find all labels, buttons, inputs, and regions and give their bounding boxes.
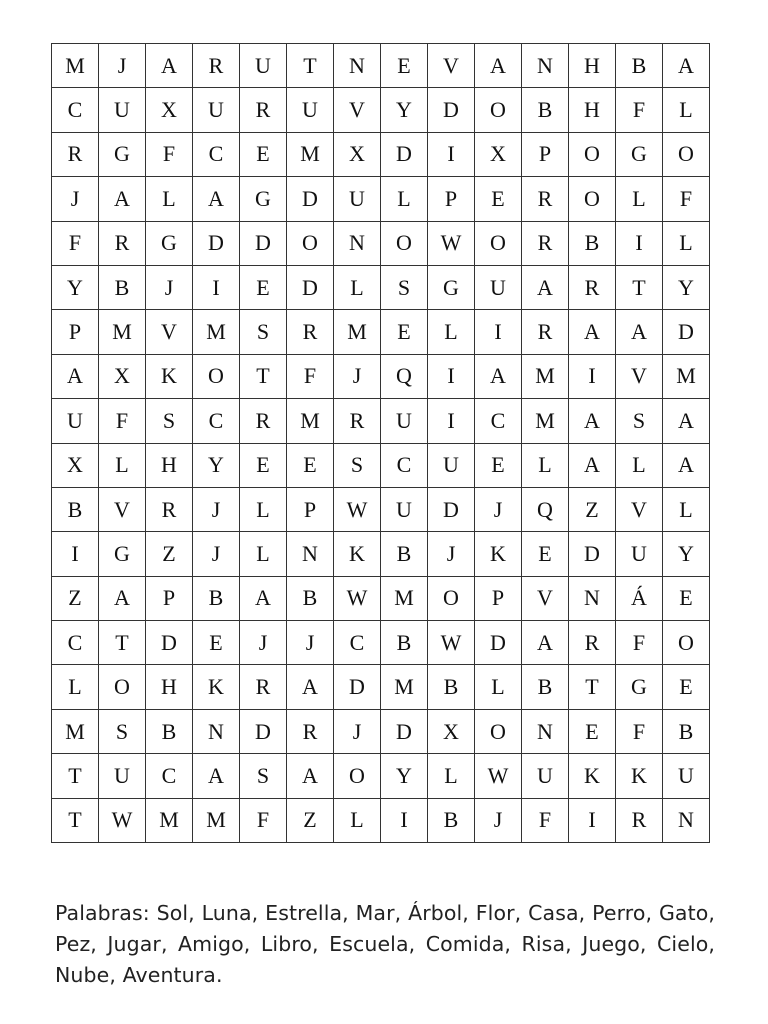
grid-cell[interactable]: I xyxy=(569,798,616,842)
grid-cell[interactable]: N xyxy=(287,532,334,576)
grid-cell[interactable]: R xyxy=(240,88,287,132)
grid-cell[interactable]: O xyxy=(569,177,616,221)
grid-cell[interactable]: U xyxy=(616,532,663,576)
grid-cell[interactable]: I xyxy=(193,265,240,309)
grid-cell[interactable]: G xyxy=(240,177,287,221)
grid-cell[interactable]: V xyxy=(522,576,569,620)
grid-cell[interactable]: X xyxy=(146,88,193,132)
grid-row xyxy=(52,532,710,576)
grid-cell[interactable]: C xyxy=(52,621,99,665)
grid-cell[interactable]: N xyxy=(193,709,240,753)
grid-cell[interactable]: R xyxy=(334,399,381,443)
grid-cell[interactable]: O xyxy=(99,665,146,709)
grid-cell[interactable]: A xyxy=(569,310,616,354)
grid-cell[interactable]: R xyxy=(146,487,193,531)
grid-cell[interactable]: E xyxy=(193,621,240,665)
grid-cell[interactable]: W xyxy=(334,487,381,531)
grid-cell[interactable]: S xyxy=(381,265,428,309)
grid-cell[interactable]: T xyxy=(52,754,99,798)
grid-row xyxy=(52,487,710,531)
grid-cell[interactable]: A xyxy=(522,265,569,309)
grid-cell[interactable]: D xyxy=(193,221,240,265)
grid-cell[interactable]: R xyxy=(522,221,569,265)
grid-cell[interactable]: F xyxy=(99,399,146,443)
grid-cell[interactable]: E xyxy=(287,443,334,487)
grid-cell[interactable]: J xyxy=(240,621,287,665)
grid-cell[interactable]: Q xyxy=(522,487,569,531)
grid-cell[interactable]: D xyxy=(569,532,616,576)
grid-cell[interactable]: J xyxy=(193,532,240,576)
grid-cell[interactable]: B xyxy=(287,576,334,620)
grid-cell[interactable]: A xyxy=(99,177,146,221)
grid-cell[interactable]: O xyxy=(475,221,522,265)
grid-cell[interactable]: Y xyxy=(663,532,710,576)
grid-cell[interactable]: A xyxy=(52,354,99,398)
grid-cell[interactable]: J xyxy=(475,798,522,842)
grid-cell[interactable]: L xyxy=(334,798,381,842)
grid-cell[interactable]: A xyxy=(475,354,522,398)
grid-cell[interactable]: K xyxy=(475,532,522,576)
grid-cell[interactable]: M xyxy=(99,310,146,354)
grid-cell[interactable]: L xyxy=(381,177,428,221)
grid-cell[interactable]: B xyxy=(616,44,663,88)
grid-cell[interactable]: V xyxy=(616,354,663,398)
grid-cell[interactable]: B xyxy=(663,709,710,753)
grid-cell[interactable]: F xyxy=(146,132,193,176)
grid-cell[interactable]: I xyxy=(616,221,663,265)
grid-cell[interactable]: L xyxy=(146,177,193,221)
grid-cell[interactable]: N xyxy=(522,44,569,88)
grid-cell[interactable]: B xyxy=(569,221,616,265)
grid-cell[interactable]: M xyxy=(193,798,240,842)
grid-cell[interactable]: Z xyxy=(52,576,99,620)
grid-cell[interactable]: S xyxy=(240,310,287,354)
grid-cell[interactable]: S xyxy=(240,754,287,798)
grid-row xyxy=(52,576,710,620)
grid-cell[interactable]: T xyxy=(240,354,287,398)
grid-cell[interactable]: J xyxy=(99,44,146,88)
grid-cell[interactable]: D xyxy=(287,177,334,221)
grid-cell[interactable]: J xyxy=(193,487,240,531)
grid-cell[interactable]: Y xyxy=(193,443,240,487)
grid-row xyxy=(52,177,710,221)
grid-cell[interactable]: U xyxy=(428,443,475,487)
grid-cell[interactable]: A xyxy=(663,443,710,487)
grid-cell[interactable]: U xyxy=(99,754,146,798)
grid-cell[interactable]: L xyxy=(663,487,710,531)
grid-cell[interactable]: D xyxy=(663,310,710,354)
grid-cell[interactable]: G xyxy=(616,665,663,709)
grid-cell[interactable]: P xyxy=(146,576,193,620)
grid-cell[interactable]: N xyxy=(334,221,381,265)
grid-cell[interactable]: M xyxy=(381,665,428,709)
grid-cell[interactable]: L xyxy=(240,487,287,531)
grid-cell[interactable]: E xyxy=(522,532,569,576)
grid-cell[interactable]: N xyxy=(522,709,569,753)
grid-cell[interactable]: L xyxy=(522,443,569,487)
grid-cell[interactable]: U xyxy=(381,487,428,531)
word-list: Palabras: Sol, Luna, Estrella, Mar, Árbol, Flor, Casa, Perro, Gato, Pez, Jugar, Amigo, Libro, Escuela, Comida, Risa, Juego, Cielo, Nube, Aventura. xyxy=(55,900,715,987)
grid-cell[interactable]: O xyxy=(663,621,710,665)
grid-cell[interactable]: U xyxy=(522,754,569,798)
grid-cell[interactable]: U xyxy=(52,399,99,443)
grid-cell[interactable]: I xyxy=(52,532,99,576)
grid-cell[interactable]: N xyxy=(569,576,616,620)
grid-cell[interactable]: I xyxy=(428,354,475,398)
grid-cell[interactable]: J xyxy=(475,487,522,531)
grid-cell[interactable]: B xyxy=(381,621,428,665)
grid-cell[interactable]: K xyxy=(146,354,193,398)
grid-cell[interactable]: B xyxy=(522,88,569,132)
grid-body xyxy=(52,44,710,843)
grid-cell[interactable]: P xyxy=(475,576,522,620)
grid-cell[interactable]: N xyxy=(334,44,381,88)
grid-cell[interactable]: M xyxy=(381,576,428,620)
grid-cell[interactable]: C xyxy=(381,443,428,487)
grid-cell[interactable]: I xyxy=(381,798,428,842)
grid-cell[interactable]: J xyxy=(52,177,99,221)
grid-cell[interactable]: L xyxy=(663,88,710,132)
grid-cell[interactable]: L xyxy=(616,177,663,221)
grid-cell[interactable]: C xyxy=(52,88,99,132)
grid-cell[interactable]: E xyxy=(475,177,522,221)
grid-cell[interactable]: P xyxy=(522,132,569,176)
grid-cell[interactable]: B xyxy=(428,798,475,842)
grid-cell[interactable]: L xyxy=(334,265,381,309)
grid-cell[interactable]: C xyxy=(193,132,240,176)
grid-cell[interactable]: F xyxy=(522,798,569,842)
grid-cell[interactable]: M xyxy=(287,399,334,443)
grid-cell[interactable]: A xyxy=(193,177,240,221)
grid-row xyxy=(52,665,710,709)
grid-cell[interactable]: V xyxy=(99,487,146,531)
grid-cell[interactable]: S xyxy=(99,709,146,753)
grid-cell[interactable]: R xyxy=(193,44,240,88)
grid-cell[interactable]: C xyxy=(193,399,240,443)
grid-cell[interactable]: J xyxy=(287,621,334,665)
grid-cell[interactable]: L xyxy=(99,443,146,487)
grid-cell[interactable]: B xyxy=(146,709,193,753)
grid-cell[interactable]: X xyxy=(99,354,146,398)
grid-cell[interactable]: A xyxy=(287,665,334,709)
grid-cell[interactable]: M xyxy=(522,354,569,398)
grid-cell[interactable]: Y xyxy=(52,265,99,309)
grid-cell[interactable]: V xyxy=(428,44,475,88)
grid-cell[interactable]: B xyxy=(99,265,146,309)
grid-row xyxy=(52,621,710,665)
grid-cell[interactable]: O xyxy=(663,132,710,176)
grid-cell[interactable]: H xyxy=(146,443,193,487)
grid-cell[interactable]: L xyxy=(475,665,522,709)
grid-cell[interactable]: R xyxy=(569,265,616,309)
grid-cell[interactable]: M xyxy=(52,44,99,88)
grid-cell[interactable]: M xyxy=(193,310,240,354)
grid-cell[interactable]: Y xyxy=(381,754,428,798)
grid-cell[interactable]: B xyxy=(193,576,240,620)
grid-row xyxy=(52,221,710,265)
grid-cell[interactable]: F xyxy=(52,221,99,265)
grid-cell[interactable]: U xyxy=(334,177,381,221)
grid-cell[interactable]: A xyxy=(616,310,663,354)
grid-cell[interactable]: R xyxy=(52,132,99,176)
grid-cell[interactable]: R xyxy=(287,310,334,354)
grid-cell[interactable]: G xyxy=(99,132,146,176)
grid-cell[interactable]: E xyxy=(381,44,428,88)
grid-cell[interactable]: S xyxy=(334,443,381,487)
grid-cell[interactable]: Z xyxy=(146,532,193,576)
grid-cell[interactable]: W xyxy=(334,576,381,620)
grid-cell[interactable]: L xyxy=(428,754,475,798)
grid-cell[interactable]: O xyxy=(334,754,381,798)
grid-cell[interactable]: R xyxy=(240,399,287,443)
grid-cell[interactable]: O xyxy=(475,88,522,132)
grid-row xyxy=(52,132,710,176)
grid-row xyxy=(52,44,710,88)
grid-cell[interactable]: M xyxy=(52,709,99,753)
grid-cell[interactable]: T xyxy=(52,798,99,842)
grid-cell[interactable]: Q xyxy=(381,354,428,398)
grid-cell[interactable]: R xyxy=(99,221,146,265)
grid-cell[interactable]: J xyxy=(334,709,381,753)
grid-cell[interactable]: Á xyxy=(616,576,663,620)
grid-cell[interactable]: Z xyxy=(569,487,616,531)
grid-cell[interactable]: V xyxy=(334,88,381,132)
grid-cell[interactable]: C xyxy=(146,754,193,798)
grid-cell[interactable]: S xyxy=(616,399,663,443)
grid-cell[interactable]: U xyxy=(99,88,146,132)
grid-row xyxy=(52,354,710,398)
grid-cell[interactable]: A xyxy=(99,576,146,620)
grid-row xyxy=(52,399,710,443)
grid-cell[interactable]: L xyxy=(52,665,99,709)
grid-cell[interactable]: E xyxy=(569,709,616,753)
grid-cell[interactable]: U xyxy=(193,88,240,132)
word-search-grid xyxy=(51,43,710,843)
grid-cell[interactable]: L xyxy=(240,532,287,576)
grid-cell[interactable]: J xyxy=(146,265,193,309)
grid-cell[interactable]: X xyxy=(475,132,522,176)
grid-row xyxy=(52,265,710,309)
grid-cell[interactable]: I xyxy=(428,132,475,176)
grid-cell[interactable]: U xyxy=(475,265,522,309)
grid-cell[interactable]: F xyxy=(240,798,287,842)
grid-cell[interactable]: H xyxy=(146,665,193,709)
grid-cell[interactable]: E xyxy=(381,310,428,354)
grid-cell[interactable]: R xyxy=(616,798,663,842)
grid-cell[interactable]: W xyxy=(428,221,475,265)
grid-cell[interactable]: B xyxy=(52,487,99,531)
grid-cell[interactable]: E xyxy=(475,443,522,487)
grid-cell[interactable]: H xyxy=(569,88,616,132)
grid-cell[interactable]: A xyxy=(522,621,569,665)
grid-cell[interactable]: M xyxy=(522,399,569,443)
grid-cell[interactable]: B xyxy=(381,532,428,576)
grid-cell[interactable]: O xyxy=(475,709,522,753)
grid-cell[interactable]: R xyxy=(287,709,334,753)
grid-cell[interactable]: K xyxy=(334,532,381,576)
grid-cell[interactable]: D xyxy=(146,621,193,665)
grid-cell[interactable]: B xyxy=(522,665,569,709)
grid-cell[interactable]: I xyxy=(428,399,475,443)
grid-cell[interactable]: A xyxy=(240,576,287,620)
grid-row xyxy=(52,443,710,487)
grid-cell[interactable]: M xyxy=(287,132,334,176)
grid-cell[interactable]: F xyxy=(616,621,663,665)
grid-cell[interactable]: B xyxy=(428,665,475,709)
grid-cell[interactable]: U xyxy=(381,399,428,443)
grid-cell[interactable]: L xyxy=(663,221,710,265)
grid-cell[interactable]: R xyxy=(522,177,569,221)
grid-cell[interactable]: M xyxy=(663,354,710,398)
grid-cell[interactable]: T xyxy=(99,621,146,665)
grid-cell[interactable]: S xyxy=(146,399,193,443)
grid-cell[interactable]: J xyxy=(334,354,381,398)
grid-cell[interactable]: V xyxy=(616,487,663,531)
grid-cell[interactable]: L xyxy=(428,310,475,354)
grid-cell[interactable]: D xyxy=(240,221,287,265)
grid-cell[interactable]: W xyxy=(428,621,475,665)
grid-cell[interactable]: U xyxy=(287,88,334,132)
grid-cell[interactable]: T xyxy=(616,265,663,309)
grid-cell[interactable]: D xyxy=(240,709,287,753)
grid-cell[interactable]: Z xyxy=(287,798,334,842)
grid-cell[interactable]: F xyxy=(616,709,663,753)
grid-cell[interactable]: D xyxy=(428,88,475,132)
grid-cell[interactable]: A xyxy=(569,399,616,443)
grid-cell[interactable]: C xyxy=(475,399,522,443)
grid-cell[interactable]: R xyxy=(569,621,616,665)
grid-cell[interactable]: A xyxy=(193,754,240,798)
grid-cell[interactable]: P xyxy=(52,310,99,354)
grid-cell[interactable]: R xyxy=(240,665,287,709)
grid-cell[interactable]: X xyxy=(52,443,99,487)
grid-cell[interactable]: D xyxy=(381,709,428,753)
grid-cell[interactable]: A xyxy=(146,44,193,88)
grid-row xyxy=(52,798,710,842)
grid-cell[interactable]: J xyxy=(428,532,475,576)
grid-cell[interactable]: L xyxy=(616,443,663,487)
grid-cell[interactable]: O xyxy=(569,132,616,176)
grid-cell[interactable]: E xyxy=(663,576,710,620)
grid-cell[interactable]: Y xyxy=(663,265,710,309)
grid-cell[interactable]: E xyxy=(240,132,287,176)
grid-cell[interactable]: O xyxy=(381,221,428,265)
grid-cell[interactable]: H xyxy=(569,44,616,88)
grid-cell[interactable]: D xyxy=(475,621,522,665)
grid-cell[interactable]: C xyxy=(334,621,381,665)
grid-cell[interactable]: X xyxy=(428,709,475,753)
grid-cell[interactable]: O xyxy=(428,576,475,620)
grid-cell[interactable]: F xyxy=(616,88,663,132)
grid-cell[interactable]: P xyxy=(428,177,475,221)
grid-cell[interactable]: D xyxy=(381,132,428,176)
grid-cell[interactable]: T xyxy=(287,44,334,88)
grid-cell[interactable]: V xyxy=(146,310,193,354)
grid-cell[interactable]: U xyxy=(240,44,287,88)
grid-cell[interactable]: A xyxy=(287,754,334,798)
grid-cell[interactable]: T xyxy=(569,665,616,709)
grid-cell[interactable]: F xyxy=(287,354,334,398)
grid-cell[interactable]: W xyxy=(99,798,146,842)
grid-cell[interactable]: D xyxy=(428,487,475,531)
grid-cell[interactable]: M xyxy=(334,310,381,354)
grid-cell[interactable]: M xyxy=(146,798,193,842)
grid-cell[interactable]: A xyxy=(663,44,710,88)
grid-cell[interactable]: G xyxy=(99,532,146,576)
grid-row xyxy=(52,754,710,798)
grid-cell[interactable]: W xyxy=(475,754,522,798)
grid-cell[interactable]: I xyxy=(569,354,616,398)
grid-cell[interactable]: F xyxy=(663,177,710,221)
word-search-grid-container xyxy=(51,43,710,843)
grid-cell[interactable]: D xyxy=(287,265,334,309)
grid-cell[interactable]: K xyxy=(569,754,616,798)
grid-cell[interactable]: O xyxy=(193,354,240,398)
grid-cell[interactable]: K xyxy=(616,754,663,798)
grid-cell[interactable]: E xyxy=(240,265,287,309)
grid-row xyxy=(52,709,710,753)
grid-cell[interactable]: D xyxy=(334,665,381,709)
grid-cell[interactable]: Y xyxy=(381,88,428,132)
grid-cell[interactable]: E xyxy=(240,443,287,487)
grid-cell[interactable]: P xyxy=(287,487,334,531)
grid-cell[interactable]: R xyxy=(522,310,569,354)
grid-cell[interactable]: G xyxy=(146,221,193,265)
grid-cell[interactable]: A xyxy=(663,399,710,443)
grid-cell[interactable]: N xyxy=(663,798,710,842)
grid-cell[interactable]: A xyxy=(475,44,522,88)
grid-cell[interactable]: O xyxy=(287,221,334,265)
grid-cell[interactable]: U xyxy=(663,754,710,798)
grid-cell[interactable]: A xyxy=(569,443,616,487)
grid-cell[interactable]: G xyxy=(428,265,475,309)
grid-cell[interactable]: I xyxy=(475,310,522,354)
grid-row xyxy=(52,310,710,354)
grid-cell[interactable]: G xyxy=(616,132,663,176)
grid-cell[interactable]: E xyxy=(663,665,710,709)
grid-cell[interactable]: X xyxy=(334,132,381,176)
grid-cell[interactable]: K xyxy=(193,665,240,709)
grid-row xyxy=(52,88,710,132)
